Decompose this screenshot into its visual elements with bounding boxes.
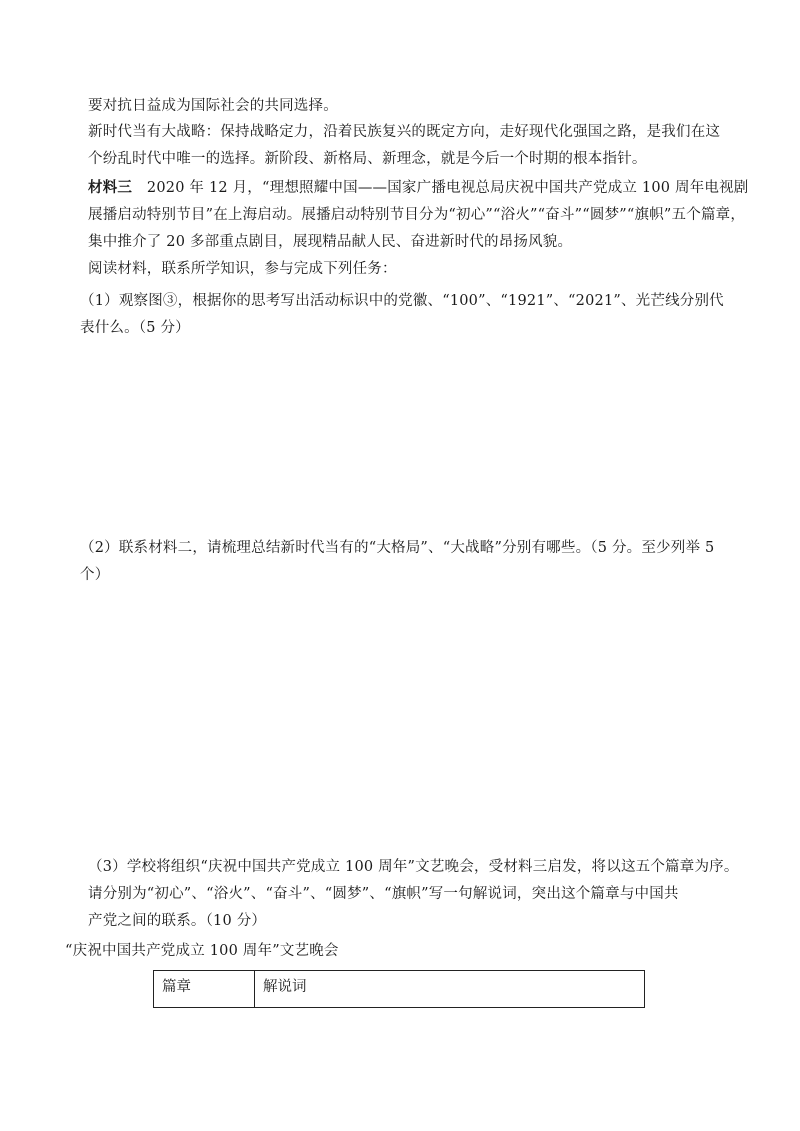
material-three-label: 材料三: [88, 179, 133, 196]
material-two-line-2: 个纷乱时代中唯一的选择。新阶段、新格局、新理念，就是今后一个时期的根本指针。: [88, 151, 647, 167]
instruction: 阅读材料，联系所学知识，参与完成下列任务：: [88, 261, 397, 277]
material-three-text-1: 2020 年 12 月，“理想照耀中国——国家广播电视总局庆祝中国共产党成立 100 周年电视剧: [146, 180, 749, 196]
question-2-line-1: （2）联系材料二，请梳理总结新时代当有的“大格局”、“大战略”分别有哪些。（5 分。至少列举 5: [80, 540, 715, 556]
table-caption: “庆祝中国共产党成立 100 周年”文艺晚会: [65, 943, 339, 959]
question-2-line-2: 个）: [80, 567, 110, 583]
material-two-tail: 要对抗日益成为国际社会的共同选择。: [88, 98, 338, 114]
question-3-line-3: 产党之间的联系。（10 分）: [88, 913, 267, 929]
question-1-line-2: 表什么。（5 分）: [80, 320, 190, 336]
question-3-line-1: （3）学校将组织“庆祝中国共产党成立 100 周年”文艺晚会，受材料三启发，将以这五个篇章为序。: [88, 859, 739, 875]
material-three-line-2: 展播启动特别节目”在上海启动。展播启动特别节目分为“初心”“浴火”“奋斗”“圆梦”“旗帜”五个篇章，: [88, 207, 746, 223]
table-header-description: 解说词: [263, 979, 307, 995]
question-1-line-1: （1）观察图③，根据你的思考写出活动标识中的党徽、“100”、“1921”、“2021”、光芒线分别代: [80, 293, 724, 309]
table-header-chapter: 篇章: [154, 971, 255, 1007]
question-3-line-2: 请分别为“初心”、“浴火”、“奋斗”、“圆梦”、“旗帜”写一句解说词，突出这个篇章与中国共: [88, 886, 679, 902]
material-three-line-1: [88, 178, 749, 198]
material-three-line-3: 集中推介了 20 多部重点剧目，展现精品献人民、奋进新时代的昂扬风貌。: [88, 234, 573, 250]
material-two-line-1: 新时代当有大战略：保持战略定力，沿着民族复兴的既定方向，走好现代化强国之路，是我们在这: [88, 124, 721, 140]
answer-table: [153, 970, 645, 1008]
